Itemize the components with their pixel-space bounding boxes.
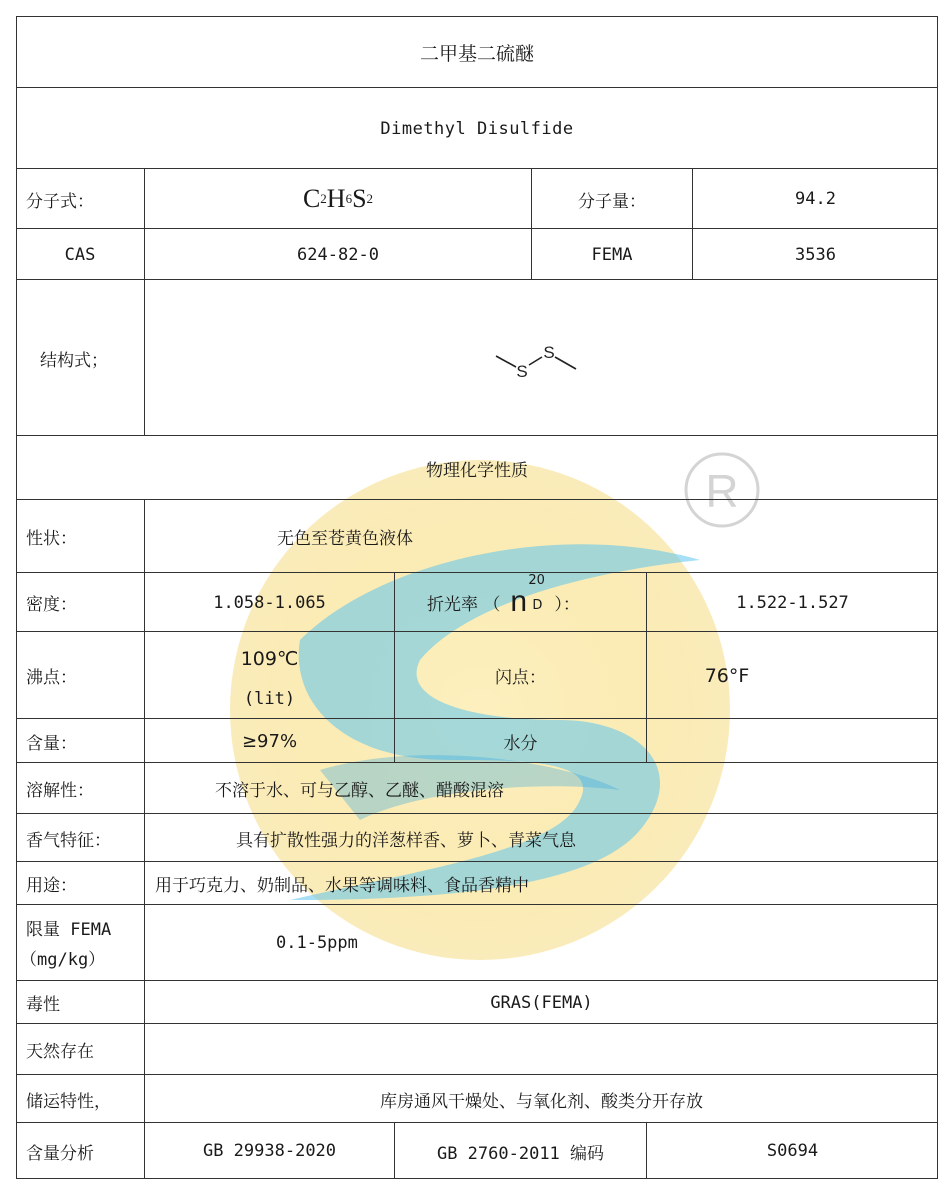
usage-label: 用途： (26, 876, 77, 896)
fema-label: FEMA (591, 244, 633, 265)
formula-c: C (302, 184, 321, 213)
content-value: ≥97% (241, 730, 298, 752)
formula-h: H (326, 184, 346, 213)
appearance-value: 无色至苍黄色液体 (277, 529, 413, 549)
sulfur-atom-1: S (516, 362, 528, 381)
ri-temperature: 20 (528, 572, 545, 588)
cas-label: CAS (64, 244, 96, 265)
title-chinese: 二甲基二硫醚 (419, 42, 534, 65)
odor-value: 具有扩散性强力的洋葱样香、萝卜、青菜气息 (236, 830, 576, 851)
spec-sheet (16, 16, 938, 1179)
storage-value: 库房通风干燥处、与氧化剂、酸类分开存放 (380, 1091, 703, 1112)
boiling-point-note: (lit) (243, 689, 296, 709)
flash-point-value: 76°F (704, 664, 750, 687)
density-value: 1.058-1.065 (213, 592, 326, 613)
boiling-point-label: 沸点： (26, 668, 77, 688)
ri-label-text: 折光率 （ (427, 595, 501, 615)
formula-h-count: 6 (345, 191, 353, 206)
section-title: 物理化学性质 (426, 460, 528, 481)
molecular-formula (145, 169, 531, 229)
structure-label: 结构式； (40, 350, 108, 371)
formula-s-count: 2 (366, 191, 374, 206)
storage-label: 储运特性， (26, 1091, 111, 1112)
usage-value: 用于巧克力、奶制品、水果等调味料、食品香精中 (155, 876, 529, 896)
analysis-code: S0694 (766, 1141, 819, 1161)
solubility-value: 不溶于水、可与乙醇、乙醚、醋酸混溶 (215, 781, 504, 801)
odor-label: 香气特征： (26, 830, 111, 851)
density-label: 密度： (26, 595, 77, 615)
formula-c-count: 2 (320, 191, 327, 206)
sulfur-atom-2: S (543, 343, 555, 362)
ri-line: D (532, 597, 543, 613)
limit-label-line1: 限量 FEMA (26, 919, 112, 940)
refractive-index-value: 1.522-1.527 (736, 592, 849, 613)
formula-label: 分子式： (26, 191, 94, 212)
ri-n: n (510, 584, 528, 618)
analysis-standard-1: GB 29938-2020 (202, 1141, 337, 1161)
ri-close: ）： (554, 595, 580, 615)
bond-methyl-2 (555, 357, 576, 369)
content-label: 含量： (26, 733, 77, 754)
refractive-index-label (395, 573, 646, 632)
bond-methyl-1 (496, 356, 516, 367)
appearance-label: 性状： (26, 529, 77, 549)
flash-point-label: 闪点： (495, 668, 546, 688)
cas-number: 624-82-0 (297, 244, 379, 265)
analysis-standard-2: GB 2760-2011 编码 (436, 1143, 605, 1164)
structure-diagram (486, 336, 586, 386)
toxicity-value: GRAS(FEMA) (490, 992, 593, 1013)
natural-occurrence-label: 天然存在 (26, 1042, 94, 1062)
analysis-label: 含量分析 (26, 1143, 94, 1164)
water-label: 水分 (503, 733, 538, 754)
title-english: Dimethyl Disulfide (380, 118, 574, 139)
formula-s: S (352, 184, 367, 213)
solubility-label: 溶解性： (26, 781, 94, 801)
toxicity-label: 毒性 (26, 995, 60, 1015)
fema-number: 3536 (795, 244, 836, 265)
limit-label-line2: （mg/kg） (20, 949, 106, 970)
boiling-point-value: 109℃ (240, 647, 299, 670)
registered-mark-letter: R (705, 465, 739, 517)
bond-s-s (529, 357, 542, 365)
water-value (647, 719, 938, 763)
limit-value: 0.1-5ppm (276, 933, 358, 953)
ri-symbol (510, 572, 545, 623)
molecular-weight: 94.2 (795, 189, 836, 209)
weight-label: 分子量： (578, 191, 646, 212)
natural-occurrence-value (145, 1024, 938, 1075)
